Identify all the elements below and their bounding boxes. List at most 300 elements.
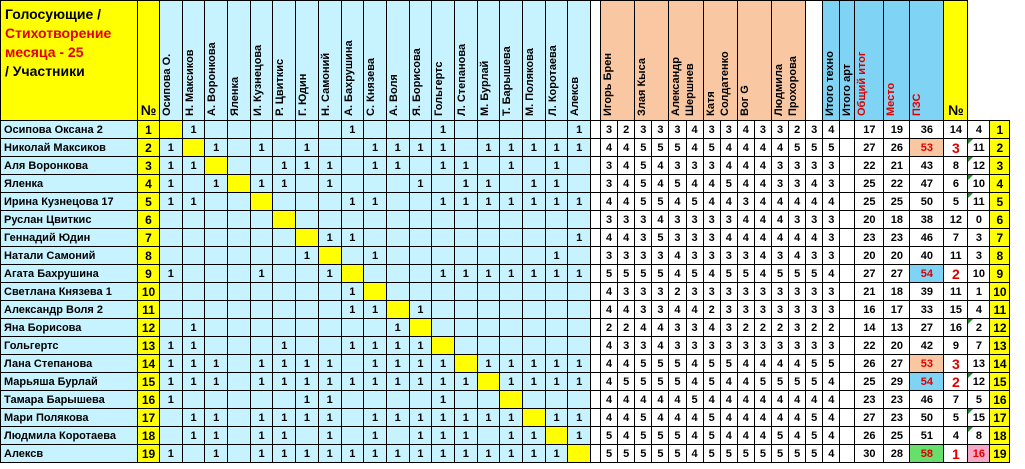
- participant-number-right[interactable]: 8: [990, 247, 1010, 265]
- judge-score-cell[interactable]: 3: [720, 337, 737, 355]
- judge-score-cell[interactable]: 4: [737, 355, 754, 373]
- participant-number[interactable]: 7: [138, 229, 160, 247]
- vote-cell[interactable]: [500, 229, 523, 247]
- vote-cell[interactable]: [228, 355, 251, 373]
- vote-cell[interactable]: [273, 139, 296, 157]
- vote-cell[interactable]: 1: [523, 427, 546, 445]
- self-vote-cell[interactable]: [228, 175, 251, 193]
- vote-cell[interactable]: [341, 391, 364, 409]
- participant-number-right[interactable]: 17: [990, 409, 1010, 427]
- voter-header[interactable]: [341, 1, 364, 121]
- judge-score-cell[interactable]: 4: [754, 193, 771, 211]
- judge-score-cell[interactable]: 5: [823, 139, 840, 157]
- judge-score-cell[interactable]: 3: [772, 175, 789, 193]
- vote-cell[interactable]: 1: [182, 121, 205, 139]
- pzs-cell[interactable]: 0: [968, 211, 990, 229]
- pzs-cell[interactable]: 3: [968, 247, 990, 265]
- judge-score-cell[interactable]: 2: [618, 319, 635, 337]
- vote-cell[interactable]: 1: [273, 355, 296, 373]
- self-vote-cell[interactable]: [545, 427, 568, 445]
- judge-score-cell[interactable]: 2: [823, 319, 840, 337]
- judge-score-cell[interactable]: 3: [772, 337, 789, 355]
- vote-cell[interactable]: [568, 391, 591, 409]
- judge-score-cell[interactable]: 4: [823, 265, 840, 283]
- judge-score-cell[interactable]: 5: [652, 373, 669, 391]
- vote-cell[interactable]: 1: [182, 337, 205, 355]
- judge-score-cell[interactable]: 5: [601, 445, 618, 463]
- place-cell[interactable]: 7: [944, 391, 968, 409]
- judge-score-cell[interactable]: 3: [772, 157, 789, 175]
- vote-cell[interactable]: [500, 301, 523, 319]
- judge-score-cell[interactable]: 4: [618, 391, 635, 409]
- judge-score-cell[interactable]: 4: [754, 157, 771, 175]
- judge-score-cell[interactable]: 5: [772, 445, 789, 463]
- vote-cell[interactable]: 1: [432, 265, 455, 283]
- self-vote-cell[interactable]: [500, 391, 523, 409]
- voter-header[interactable]: [182, 1, 205, 121]
- overall-total-cell[interactable]: 27: [910, 319, 944, 337]
- self-vote-cell[interactable]: [182, 139, 205, 157]
- place-cell[interactable]: 11: [944, 247, 968, 265]
- vote-cell[interactable]: [454, 283, 477, 301]
- judge-score-cell[interactable]: 3: [686, 211, 703, 229]
- vote-cell[interactable]: [228, 229, 251, 247]
- judge-header[interactable]: [669, 1, 703, 121]
- judge-score-cell[interactable]: 4: [601, 301, 618, 319]
- vote-cell[interactable]: [250, 337, 273, 355]
- judge-score-cell[interactable]: 3: [601, 157, 618, 175]
- judge-score-cell[interactable]: 3: [635, 229, 652, 247]
- judge-score-cell[interactable]: 4: [669, 391, 686, 409]
- vote-cell[interactable]: [477, 301, 500, 319]
- vote-cell[interactable]: [205, 301, 228, 319]
- judge-score-cell[interactable]: 4: [703, 193, 720, 211]
- vote-cell[interactable]: [454, 229, 477, 247]
- vote-cell[interactable]: [364, 319, 387, 337]
- pzs-cell[interactable]: 3: [968, 229, 990, 247]
- vote-cell[interactable]: [228, 301, 251, 319]
- vote-cell[interactable]: 1: [568, 193, 591, 211]
- vote-cell[interactable]: 1: [454, 193, 477, 211]
- judge-score-cell[interactable]: 3: [669, 319, 686, 337]
- self-vote-cell[interactable]: [205, 157, 228, 175]
- vote-cell[interactable]: 1: [160, 391, 183, 409]
- vote-cell[interactable]: [432, 301, 455, 319]
- vote-cell[interactable]: 1: [409, 139, 432, 157]
- vote-cell[interactable]: 1: [182, 427, 205, 445]
- judge-score-cell[interactable]: 4: [737, 409, 754, 427]
- vote-cell[interactable]: 1: [182, 409, 205, 427]
- judge-score-cell[interactable]: 2: [789, 121, 806, 139]
- judge-score-cell[interactable]: 4: [669, 301, 686, 319]
- vote-cell[interactable]: [477, 337, 500, 355]
- vote-cell[interactable]: 1: [454, 445, 477, 463]
- art-total-cell[interactable]: 13: [884, 319, 910, 337]
- participant-name[interactable]: Осипова Оксана 2: [1, 121, 138, 139]
- participant-name[interactable]: Марьяша Бурлай: [1, 373, 138, 391]
- judge-score-cell[interactable]: 4: [823, 409, 840, 427]
- participant-number[interactable]: 1: [138, 121, 160, 139]
- judge-score-cell[interactable]: 3: [635, 283, 652, 301]
- vote-cell[interactable]: [341, 211, 364, 229]
- judge-score-cell[interactable]: 5: [669, 355, 686, 373]
- overall-total-cell[interactable]: 53: [910, 139, 944, 157]
- judge-score-cell[interactable]: 3: [823, 175, 840, 193]
- vote-cell[interactable]: 1: [250, 355, 273, 373]
- vote-cell[interactable]: [318, 301, 341, 319]
- judge-score-cell[interactable]: 4: [652, 211, 669, 229]
- judge-header[interactable]: [703, 1, 737, 121]
- self-vote-cell[interactable]: [477, 373, 500, 391]
- vote-cell[interactable]: [296, 337, 319, 355]
- vote-cell[interactable]: 1: [318, 355, 341, 373]
- vote-cell[interactable]: [477, 157, 500, 175]
- judge-score-cell[interactable]: 4: [601, 283, 618, 301]
- judge-score-cell[interactable]: 5: [635, 139, 652, 157]
- judge-score-cell[interactable]: 3: [703, 211, 720, 229]
- vote-cell[interactable]: [318, 121, 341, 139]
- vote-cell[interactable]: 1: [250, 373, 273, 391]
- techno-total-cell[interactable]: 22: [855, 337, 884, 355]
- vote-cell[interactable]: 1: [341, 373, 364, 391]
- self-vote-cell[interactable]: [341, 265, 364, 283]
- techno-total-cell[interactable]: 20: [855, 211, 884, 229]
- vote-cell[interactable]: 1: [500, 193, 523, 211]
- judge-score-cell[interactable]: 3: [703, 337, 720, 355]
- vote-cell[interactable]: 1: [477, 139, 500, 157]
- vote-cell[interactable]: [545, 319, 568, 337]
- participant-name[interactable]: Мари Полякова: [1, 409, 138, 427]
- vote-cell[interactable]: [228, 427, 251, 445]
- vote-cell[interactable]: [477, 229, 500, 247]
- participant-name[interactable]: Геннадий Юдин: [1, 229, 138, 247]
- vote-cell[interactable]: [228, 193, 251, 211]
- vote-cell[interactable]: 1: [273, 409, 296, 427]
- judge-score-cell[interactable]: 5: [669, 373, 686, 391]
- judge-score-cell[interactable]: 5: [789, 139, 806, 157]
- vote-cell[interactable]: [341, 355, 364, 373]
- vote-cell[interactable]: [500, 211, 523, 229]
- vote-cell[interactable]: 1: [250, 265, 273, 283]
- judge-score-cell[interactable]: 4: [669, 193, 686, 211]
- vote-cell[interactable]: [523, 121, 546, 139]
- judge-score-cell[interactable]: 5: [652, 355, 669, 373]
- techno-total-cell[interactable]: 26: [855, 427, 884, 445]
- judge-score-cell[interactable]: 5: [652, 265, 669, 283]
- place-cell[interactable]: 14: [944, 121, 968, 139]
- judge-score-cell[interactable]: 3: [703, 157, 720, 175]
- vote-cell[interactable]: [545, 121, 568, 139]
- judge-score-cell[interactable]: 3: [823, 301, 840, 319]
- judge-score-cell[interactable]: 2: [601, 319, 618, 337]
- judge-score-cell[interactable]: 4: [618, 157, 635, 175]
- vote-cell[interactable]: 1: [409, 409, 432, 427]
- vote-cell[interactable]: [454, 391, 477, 409]
- judge-score-cell[interactable]: 5: [754, 445, 771, 463]
- vote-cell[interactable]: 1: [409, 373, 432, 391]
- judge-score-cell[interactable]: 4: [754, 265, 771, 283]
- participant-number[interactable]: 2: [138, 139, 160, 157]
- judge-score-cell[interactable]: 3: [669, 337, 686, 355]
- vote-cell[interactable]: 1: [545, 247, 568, 265]
- judge-score-cell[interactable]: 4: [686, 409, 703, 427]
- vote-cell[interactable]: [523, 247, 546, 265]
- vote-cell[interactable]: 1: [160, 355, 183, 373]
- judge-score-cell[interactable]: 3: [806, 157, 823, 175]
- overall-total-cell[interactable]: 53: [910, 355, 944, 373]
- judge-score-cell[interactable]: 5: [789, 445, 806, 463]
- judge-score-cell[interactable]: 3: [823, 247, 840, 265]
- vote-cell[interactable]: [568, 337, 591, 355]
- voter-header[interactable]: [454, 1, 477, 121]
- judge-score-cell[interactable]: 3: [618, 337, 635, 355]
- judge-score-cell[interactable]: 4: [737, 139, 754, 157]
- vote-cell[interactable]: [318, 139, 341, 157]
- vote-cell[interactable]: [273, 265, 296, 283]
- vote-cell[interactable]: [273, 301, 296, 319]
- judge-header[interactable]: [737, 1, 771, 121]
- judge-score-cell[interactable]: 4: [720, 391, 737, 409]
- judge-score-cell[interactable]: 4: [618, 139, 635, 157]
- vote-cell[interactable]: [454, 211, 477, 229]
- judge-score-cell[interactable]: 3: [669, 157, 686, 175]
- vote-cell[interactable]: 1: [477, 193, 500, 211]
- vote-cell[interactable]: 1: [160, 265, 183, 283]
- techno-total-cell[interactable]: 21: [855, 283, 884, 301]
- judge-score-cell[interactable]: 2: [618, 121, 635, 139]
- participant-name[interactable]: Алексв: [1, 445, 138, 463]
- vote-cell[interactable]: 1: [545, 175, 568, 193]
- vote-cell[interactable]: [500, 337, 523, 355]
- judge-score-cell[interactable]: 3: [754, 337, 771, 355]
- judge-score-cell[interactable]: 4: [652, 157, 669, 175]
- vote-cell[interactable]: [228, 247, 251, 265]
- judge-score-cell[interactable]: 5: [789, 373, 806, 391]
- judge-score-cell[interactable]: 3: [686, 319, 703, 337]
- vote-cell[interactable]: [296, 301, 319, 319]
- vote-cell[interactable]: 1: [296, 355, 319, 373]
- judge-score-cell[interactable]: 3: [737, 337, 754, 355]
- vote-cell[interactable]: 1: [205, 139, 228, 157]
- participant-name[interactable]: Яна Борисова: [1, 319, 138, 337]
- vote-cell[interactable]: 1: [160, 445, 183, 463]
- judge-score-cell[interactable]: 4: [669, 265, 686, 283]
- vote-cell[interactable]: 1: [273, 427, 296, 445]
- vote-cell[interactable]: [318, 283, 341, 301]
- vote-cell[interactable]: [386, 121, 409, 139]
- judge-score-cell[interactable]: 3: [669, 121, 686, 139]
- judge-score-cell[interactable]: 3: [737, 247, 754, 265]
- vote-cell[interactable]: [386, 211, 409, 229]
- participant-number-right[interactable]: 2: [990, 139, 1010, 157]
- vote-cell[interactable]: 1: [160, 337, 183, 355]
- vote-cell[interactable]: [477, 247, 500, 265]
- judge-score-cell[interactable]: 4: [737, 157, 754, 175]
- vote-cell[interactable]: [545, 229, 568, 247]
- vote-cell[interactable]: [523, 301, 546, 319]
- judge-score-cell[interactable]: 4: [618, 229, 635, 247]
- vote-cell[interactable]: [568, 283, 591, 301]
- vote-cell[interactable]: 1: [545, 445, 568, 463]
- vote-cell[interactable]: 1: [386, 355, 409, 373]
- voter-header[interactable]: [205, 1, 228, 121]
- vote-cell[interactable]: [386, 265, 409, 283]
- vote-cell[interactable]: [341, 157, 364, 175]
- vote-cell[interactable]: [228, 139, 251, 157]
- participant-number[interactable]: 3: [138, 157, 160, 175]
- judge-header[interactable]: [635, 1, 669, 121]
- vote-cell[interactable]: [182, 211, 205, 229]
- judge-score-cell[interactable]: 5: [669, 445, 686, 463]
- judge-score-cell[interactable]: 3: [635, 301, 652, 319]
- judge-score-cell[interactable]: 5: [618, 265, 635, 283]
- participant-name[interactable]: Александр Воля 2: [1, 301, 138, 319]
- art-total-cell[interactable]: 25: [884, 427, 910, 445]
- pzs-cell[interactable]: 1: [968, 283, 990, 301]
- judge-score-cell[interactable]: 3: [601, 121, 618, 139]
- judge-score-cell[interactable]: 3: [772, 283, 789, 301]
- overall-total-cell[interactable]: 51: [910, 427, 944, 445]
- judge-score-cell[interactable]: 5: [720, 175, 737, 193]
- vote-cell[interactable]: 1: [364, 427, 387, 445]
- judge-score-cell[interactable]: 5: [772, 427, 789, 445]
- judge-score-cell[interactable]: 3: [635, 121, 652, 139]
- judge-score-cell[interactable]: 4: [703, 175, 720, 193]
- vote-cell[interactable]: 1: [341, 193, 364, 211]
- vote-cell[interactable]: [409, 265, 432, 283]
- overall-total-cell[interactable]: 47: [910, 175, 944, 193]
- vote-cell[interactable]: [500, 121, 523, 139]
- vote-cell[interactable]: [182, 391, 205, 409]
- vote-cell[interactable]: [364, 175, 387, 193]
- participant-name[interactable]: Ирина Кузнецова 17: [1, 193, 138, 211]
- vote-cell[interactable]: [296, 265, 319, 283]
- judge-score-cell[interactable]: 5: [669, 175, 686, 193]
- vote-cell[interactable]: 1: [273, 445, 296, 463]
- vote-cell[interactable]: 1: [205, 427, 228, 445]
- vote-cell[interactable]: 1: [318, 427, 341, 445]
- place-cell[interactable]: 3: [944, 355, 968, 373]
- vote-cell[interactable]: 1: [545, 157, 568, 175]
- judge-score-cell[interactable]: 4: [789, 229, 806, 247]
- judge-score-cell[interactable]: 4: [737, 211, 754, 229]
- summary-header[interactable]: [840, 1, 855, 121]
- judge-score-cell[interactable]: 4: [823, 373, 840, 391]
- vote-cell[interactable]: [409, 229, 432, 247]
- vote-cell[interactable]: [228, 409, 251, 427]
- judge-score-cell[interactable]: 4: [686, 373, 703, 391]
- voter-header[interactable]: [432, 1, 455, 121]
- vote-cell[interactable]: [500, 283, 523, 301]
- judge-score-cell[interactable]: 5: [652, 427, 669, 445]
- vote-cell[interactable]: 1: [454, 427, 477, 445]
- voter-header[interactable]: [273, 1, 296, 121]
- participant-name[interactable]: Людмила Коротаева: [1, 427, 138, 445]
- participant-number[interactable]: 12: [138, 319, 160, 337]
- place-cell[interactable]: 9: [944, 337, 968, 355]
- judge-score-cell[interactable]: 3: [686, 157, 703, 175]
- vote-cell[interactable]: 1: [523, 193, 546, 211]
- vote-cell[interactable]: [273, 229, 296, 247]
- vote-cell[interactable]: 1: [182, 157, 205, 175]
- judge-score-cell[interactable]: 4: [686, 301, 703, 319]
- art-total-cell[interactable]: 23: [884, 229, 910, 247]
- vote-cell[interactable]: [454, 139, 477, 157]
- voter-header[interactable]: [568, 1, 591, 121]
- vote-cell[interactable]: 1: [454, 409, 477, 427]
- vote-cell[interactable]: 1: [341, 301, 364, 319]
- vote-cell[interactable]: [568, 157, 591, 175]
- judge-score-cell[interactable]: 5: [806, 355, 823, 373]
- pzs-cell[interactable]: 10: [968, 265, 990, 283]
- judge-score-cell[interactable]: 5: [720, 445, 737, 463]
- judge-score-cell[interactable]: 4: [601, 355, 618, 373]
- judge-score-cell[interactable]: 5: [703, 409, 720, 427]
- vote-cell[interactable]: 1: [250, 445, 273, 463]
- vote-cell[interactable]: 1: [545, 139, 568, 157]
- judge-score-cell[interactable]: 4: [737, 229, 754, 247]
- techno-total-cell[interactable]: 20: [855, 247, 884, 265]
- judge-score-cell[interactable]: 4: [754, 409, 771, 427]
- judge-score-cell[interactable]: 3: [754, 283, 771, 301]
- judge-score-cell[interactable]: 3: [789, 211, 806, 229]
- judge-score-cell[interactable]: 3: [686, 283, 703, 301]
- vote-cell[interactable]: [205, 211, 228, 229]
- vote-cell[interactable]: [273, 121, 296, 139]
- vote-cell[interactable]: 1: [341, 283, 364, 301]
- vote-cell[interactable]: 1: [182, 319, 205, 337]
- vote-cell[interactable]: 1: [500, 445, 523, 463]
- vote-cell[interactable]: 1: [523, 139, 546, 157]
- judge-score-cell[interactable]: 3: [806, 121, 823, 139]
- vote-cell[interactable]: 1: [250, 427, 273, 445]
- judge-score-cell[interactable]: 3: [669, 229, 686, 247]
- vote-cell[interactable]: 1: [523, 355, 546, 373]
- art-total-cell[interactable]: 23: [884, 391, 910, 409]
- vote-cell[interactable]: 1: [318, 175, 341, 193]
- vote-cell[interactable]: [205, 319, 228, 337]
- judge-score-cell[interactable]: 4: [601, 139, 618, 157]
- vote-cell[interactable]: 1: [545, 265, 568, 283]
- vote-cell[interactable]: 1: [318, 391, 341, 409]
- voter-header[interactable]: [160, 1, 183, 121]
- judge-score-cell[interactable]: 3: [703, 229, 720, 247]
- vote-cell[interactable]: [160, 229, 183, 247]
- vote-cell[interactable]: 1: [341, 121, 364, 139]
- vote-cell[interactable]: 1: [386, 409, 409, 427]
- judge-score-cell[interactable]: 4: [806, 391, 823, 409]
- judge-score-cell[interactable]: 5: [652, 445, 669, 463]
- judge-score-cell[interactable]: 3: [772, 247, 789, 265]
- vote-cell[interactable]: [432, 211, 455, 229]
- vote-cell[interactable]: 1: [364, 157, 387, 175]
- summary-header[interactable]: [823, 1, 840, 121]
- summary-header[interactable]: [884, 1, 910, 121]
- vote-cell[interactable]: [523, 229, 546, 247]
- place-cell[interactable]: 16: [944, 319, 968, 337]
- participant-number[interactable]: 6: [138, 211, 160, 229]
- pzs-cell[interactable]: 15: [968, 409, 990, 427]
- judge-score-cell[interactable]: 3: [635, 337, 652, 355]
- vote-cell[interactable]: 1: [273, 175, 296, 193]
- judge-score-cell[interactable]: 3: [652, 283, 669, 301]
- vote-cell[interactable]: [568, 247, 591, 265]
- judge-score-cell[interactable]: 3: [823, 283, 840, 301]
- judge-score-cell[interactable]: 4: [772, 391, 789, 409]
- vote-cell[interactable]: [477, 391, 500, 409]
- judge-score-cell[interactable]: 5: [703, 355, 720, 373]
- judge-score-cell[interactable]: 4: [754, 427, 771, 445]
